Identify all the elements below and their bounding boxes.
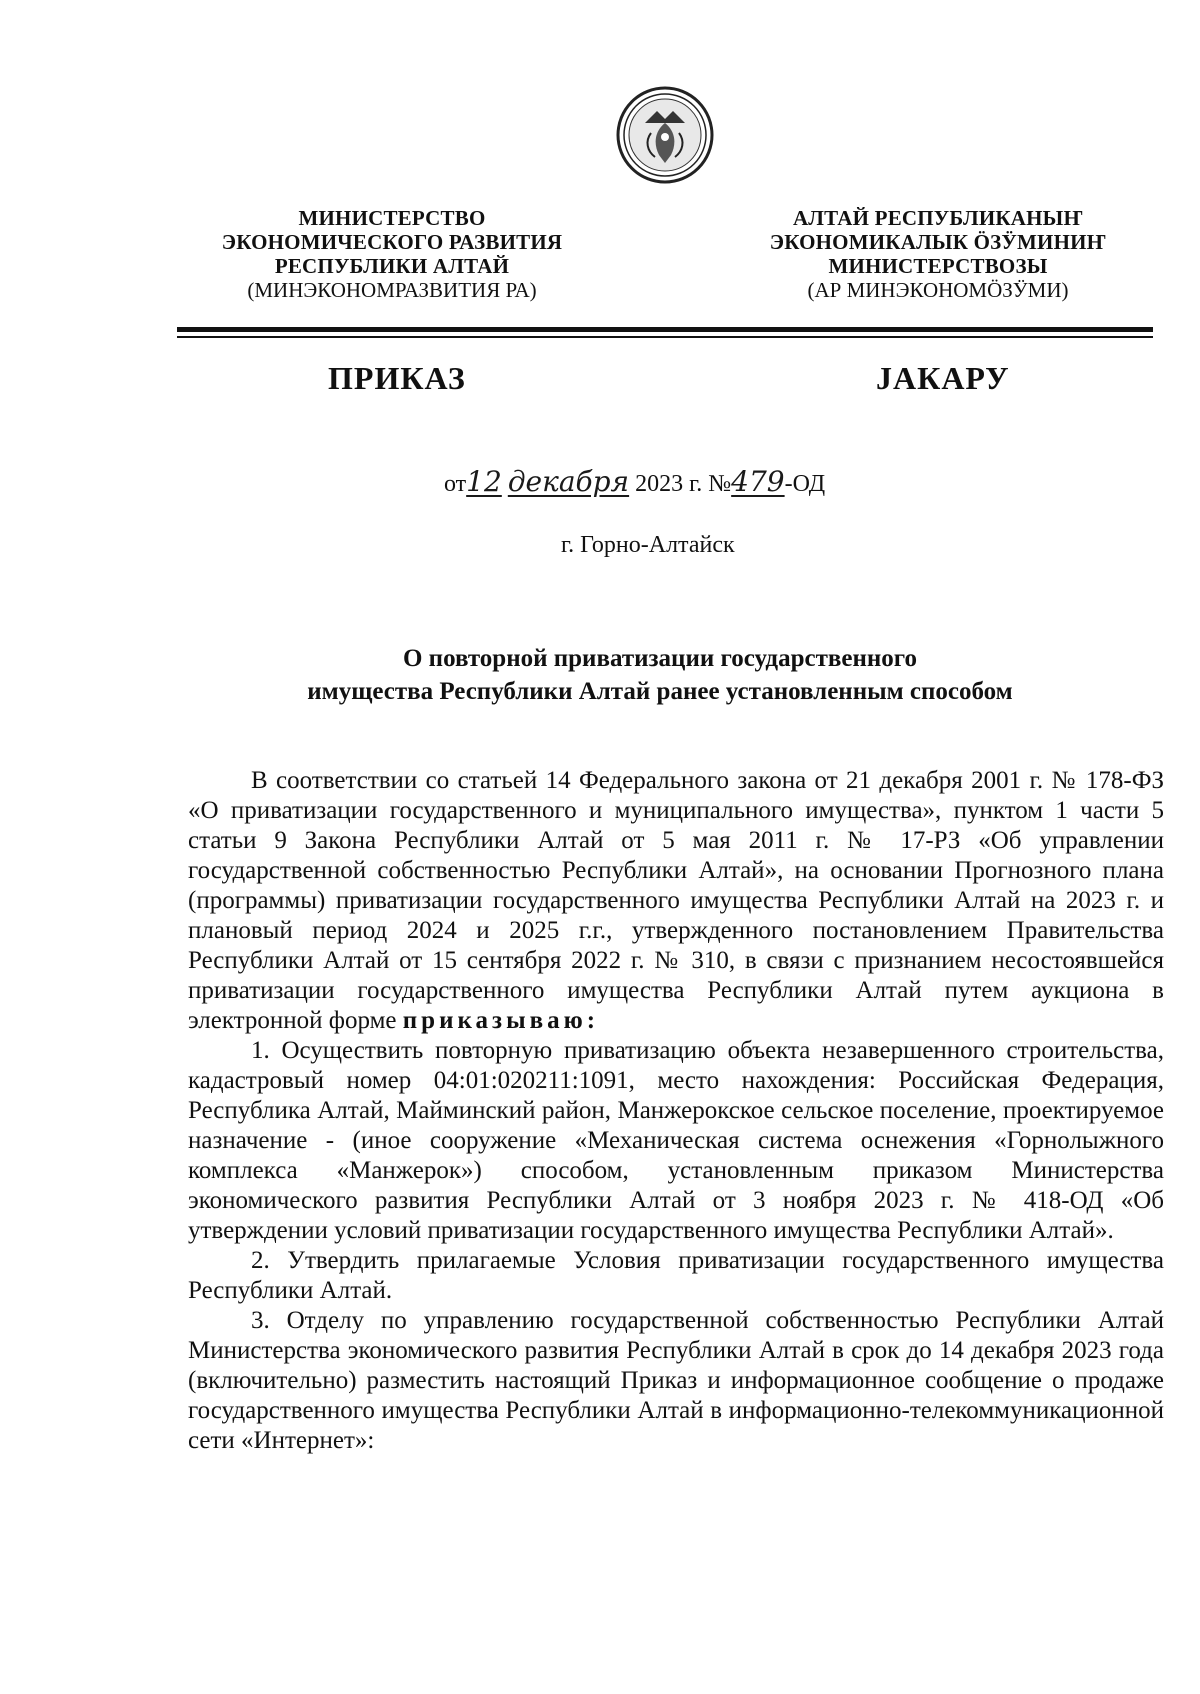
ministry-header-alt [728,206,1148,302]
header-divider-thick [177,327,1153,332]
coat-of-arms-emblem-icon [615,85,715,185]
order-date-line [444,465,825,498]
ministry-header-ru [192,206,592,302]
ministry-ru-abbr: (МИНЭКОНОМРАЗВИТИЯ РА) [247,278,537,302]
item-2-paragraph: 2. Утвердить прилагаемые Условия приватизации государственного имущества Республики Алтай. [188,1247,1164,1304]
item-3-paragraph: 3. Отделу по управлению государственной собственностью Республики Алтай Министерства экономического развития Республики Алтай в срок до 14 декабря 2023 года (включительно) разместить настоящий Приказ и информационное сообщение о продаже государственного имущества Республики Алтай в информационно-телекоммуникационной сети «Интернет»: [188,1307,1164,1454]
ministry-alt-abbr: (АР МИНЭКОНОМӦЗӰМИ) [807,278,1069,302]
ministry-alt-line1: АЛТАЙ РЕСПУБЛИКАНЫҤ [792,206,1084,230]
ministry-ru-line2: ЭКОНОМИЧЕСКОГО РАЗВИТИЯ [221,230,563,254]
order-number-suffix: -ОД [784,471,826,497]
ministry-ru-line3: РЕСПУБЛИКИ АЛТАЙ [274,254,510,278]
ministry-alt-line2: ЭКОНОМИКАЛЫК ӦЗӰМИНИҤ [769,230,1107,254]
order-title-ru: ПРИКАЗ [328,360,466,396]
date-year: 2023 г. № [635,471,732,497]
order-body [188,766,1164,1456]
header-divider-thin [177,336,1153,338]
item-1-paragraph: 1. Осуществить повторную приватизацию объекта незавершенного строительства, кадастровый номер 04:01:020211:1091, место нахождения: Российская Федерация, Республика Алтай, Майминский район, Манжерокское сельское поселение, проектируемое назначение - (иное сооружение «Механическая система оснежения «Горнолыжного комплекса «Манжерок») способом, установленным приказом Министерства экономического развития Республики Алтай от 3 ноября 2023 г. № 418-ОД «Об утверждении условий приватизации государственного имущества Республики Алтай». [188,1037,1164,1244]
order-title-alt: ЈАКАРУ [876,360,1010,396]
date-day-handwritten: 12 [466,465,502,498]
subject-line2: имущества Республики Алтай ранее установленным способом [307,678,1013,705]
preamble-paragraph [188,766,1164,1036]
order-number-handwritten: 479 [731,465,785,498]
command-word: приказываю: [402,1007,600,1034]
date-month-handwritten: декабря [507,465,630,498]
order-city: г. Горно-Алтайск [561,532,735,558]
order-subject [170,642,1150,708]
date-prefix: от [444,471,467,497]
preamble-text: В соответствии со статьей 14 Федерального закона от 21 декабря 2001 г. № 178-ФЗ «О приватизации государственного и муниципального имущества», пунктом 1 части 5 статьи 9 Закона Республики Алтай от 5 мая 2011 г. № 17-РЗ «Об управлении государственной собственностью Республики Алтай», на основании Прогнозного плана (программы) приватизации государственного имущества Республики Алтай на 2023 г. и плановый период 2024 и 2025 г.г., утвержденного постановлением Правительства Республики Алтай от 15 сентября 2022 г. № 310, в связи с признанием несостоявшейся приватизации государственного имущества Республики Алтай путем аукциона в электронной форме [188,767,1164,1034]
subject-line1: О повторной приватизации государственного [402,645,917,672]
ministry-ru-line1: МИНИСТЕРСТВО [298,206,486,230]
ministry-alt-line3: МИНИСТЕРСТВОЗЫ [828,254,1048,278]
